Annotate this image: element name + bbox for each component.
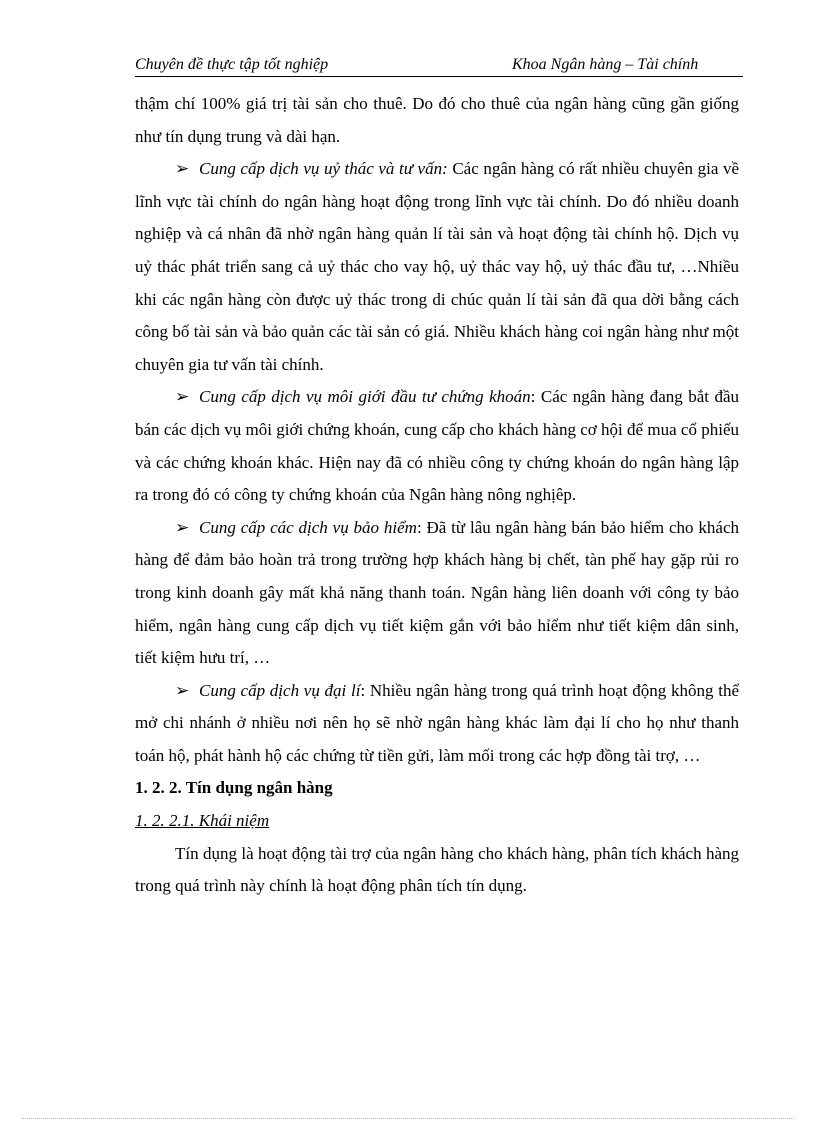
paragraph-leasing-continuation: thậm chí 100% giá trị tài sản cho thuê. Do đó cho thuê của ngân hàng cũng gần giống như tín dụng trung và dài hạn.	[135, 94, 739, 146]
header-document-title: Chuyên đề thực tập tốt nghiệp	[135, 56, 329, 73]
bullet-title: Cung cấp dịch vụ đại lí	[199, 680, 361, 700]
bullet-text: Các ngân hàng có rất nhiều chuyên gia về lĩnh vực tài chính do ngân hàng hoạt động trong lĩnh vực tài chính. Do đó nhiều doanh nghiệp và cá nhân đã nhờ ngân hàng quản lí tài sản và hoạt động tài chính hộ. Dịch vụ uỷ thác phát triển sang cả uỷ thác cho vay hộ, uỷ thác vay hộ, uỷ thác đầu tư, …Nhiều khi các ngân hàng còn được uỷ thác trong di chúc quản lí tài sản đã qua dời bằng cách công bố tài sản và bảo quản các tài sản có giá. Nhiều khách hàng coi ngân hàng như một chuyên gia tư vấn tài chính.	[135, 159, 739, 374]
subsection-heading: 1. 2. 2.1. Khái niệm	[135, 811, 270, 831]
paragraph-credit-definition: Tín dụng là hoạt động tài trợ của ngân hàng cho khách hàng, phân tích khách hàng trong quá trình này chính là hoạt động phân tích tín dụng.	[135, 843, 739, 896]
bullet-title: Cung cấp dịch vụ môi giới đầu tư chứng khoán	[199, 387, 531, 407]
page-header	[135, 54, 743, 77]
bullet-agency	[135, 675, 739, 773]
page-bottom-divider	[22, 1118, 794, 1119]
bullet-insurance	[135, 512, 739, 675]
bullet-title: Cung cấp dịch vụ uỷ thác và tư vấn:	[199, 159, 448, 179]
bullet-text: : Đã từ lâu ngân hàng bán bảo hiểm cho khách hàng để đảm bảo hoàn trả trong trường hợp khách hàng bị chết, tàn phế hay gặp rủi ro trong kinh doanh gây mất khả năng thanh toán. Ngân hàng liên doanh với công ty bảo hiểm, ngân hàng cung cấp dịch vụ tiết kiệm gắn với bảo hỉểm như tiết kiệm dân sinh, tiết kiệm hưu trí, …	[135, 517, 739, 668]
bullet-securities-brokerage	[135, 381, 739, 511]
bullet-text: : Nhiều ngân hàng trong quá trình hoạt động không thể mở chi nhánh ở nhiều nơi nên họ sẽ nhờ ngân hàng khác làm đại lí cho họ như thanh toán hộ, phát hành hộ các chứng từ tiền gửi, làm mối trong các hợp đồng tài trợ, …	[135, 680, 739, 765]
section-heading: 1. 2. 2. Tín dụng ngân hàng	[135, 778, 333, 798]
bullet-trust-advisory	[135, 153, 739, 381]
arrow-bullet-icon: ➢	[175, 517, 190, 537]
page-content	[135, 88, 739, 903]
arrow-bullet-icon: ➢	[175, 680, 190, 700]
arrow-bullet-icon: ➢	[175, 387, 190, 407]
arrow-bullet-icon: ➢	[175, 159, 190, 179]
bullet-text: : Các ngân hàng đang bắt đầu bán các dịch vụ môi giới chứng khoán, cung cấp cho khách hàng cơ hội để mua cổ phiếu và các chứng khoán khác. Hiện nay đã có nhiều công ty chứng khoán do ngân hàng lập ra trong đó có công ty chứng khoán của Ngân hàng nông nghịêp.	[135, 387, 739, 505]
bullet-title: Cung cấp các dịch vụ bảo hiểm	[199, 517, 417, 537]
header-department: Khoa Ngân hàng – Tài chính	[512, 56, 699, 73]
